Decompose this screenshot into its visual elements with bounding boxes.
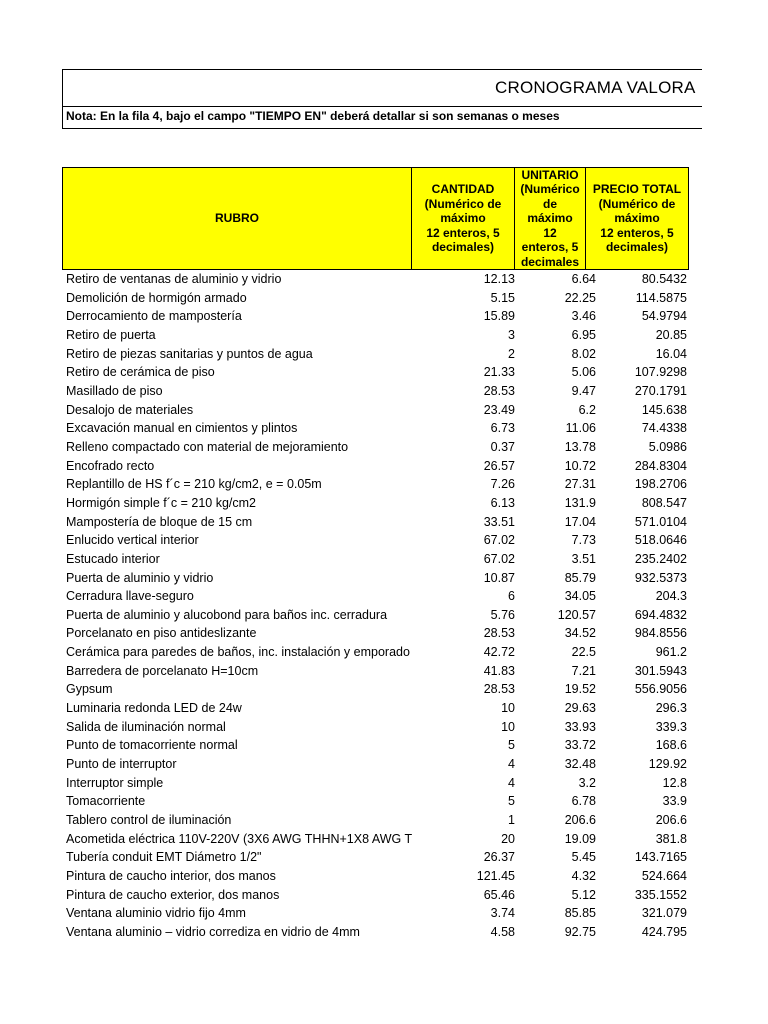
total-cell[interactable]: 198.2706 (634, 477, 687, 492)
table-row[interactable] (62, 531, 702, 550)
rubro-cell[interactable]: Ventana aluminio – vidrio corrediza en vidrio de 4mm (66, 924, 360, 939)
total-cell[interactable]: 339.3 (655, 719, 687, 734)
table-row[interactable] (62, 270, 702, 289)
cantidad-cell[interactable]: 4 (508, 757, 515, 772)
total-cell[interactable]: 20.85 (655, 327, 687, 342)
cantidad-cell[interactable]: 3.74 (490, 906, 515, 921)
rubro-cell[interactable]: Tubería conduit EMT Diámetro 1/2" (66, 850, 262, 865)
cantidad-cell[interactable]: 67.02 (483, 533, 515, 548)
cantidad-cell[interactable]: 10.87 (483, 570, 515, 585)
unitario-cell[interactable]: 120.57 (557, 607, 596, 622)
rubro-cell[interactable]: Demolición de hormigón armado (66, 290, 247, 305)
unitario-cell[interactable]: 17.04 (564, 514, 596, 529)
unitario-cell[interactable]: 22.25 (564, 290, 596, 305)
header-precio-total-line: decimales) (605, 240, 669, 255)
cantidad-cell[interactable]: 5.76 (490, 607, 515, 622)
unitario-cell[interactable]: 3.2 (578, 775, 596, 790)
rubro-cell[interactable]: Mampostería de bloque de 15 cm (66, 514, 253, 529)
cantidad-cell[interactable]: 67.02 (483, 551, 515, 566)
total-cell[interactable]: 556.9056 (634, 682, 687, 697)
unitario-cell[interactable]: 3.46 (571, 309, 596, 324)
unitario-cell[interactable]: 131.9 (564, 495, 596, 510)
table-row[interactable] (62, 830, 702, 849)
table-row[interactable] (62, 382, 702, 401)
cantidad-cell[interactable]: 6 (508, 589, 515, 604)
total-cell[interactable]: 114.5875 (635, 290, 687, 305)
header-precio-total-line: (Numérico de (598, 196, 676, 211)
total-cell[interactable]: 204.3 (655, 589, 687, 604)
rubro-cell[interactable]: Puerta de aluminio y alucobond para baños inc. cerradura (66, 607, 388, 622)
rubro-cell[interactable]: Luminaria redonda LED de 24w (66, 701, 242, 716)
unitario-cell[interactable]: 11.06 (565, 421, 596, 436)
header-rubro-label: RUBRO (215, 211, 259, 226)
table-row[interactable] (62, 774, 702, 793)
cantidad-cell[interactable]: 5 (508, 794, 515, 809)
header-unitario-line: (Numérico (520, 182, 580, 197)
cantidad-cell[interactable]: 0.37 (490, 439, 515, 454)
unitario-cell[interactable]: 8.02 (571, 346, 596, 361)
header-precio-total-line: PRECIO TOTAL (592, 182, 682, 197)
unitario-cell[interactable]: 34.52 (564, 626, 596, 641)
total-cell[interactable]: 80.5432 (641, 272, 687, 286)
table-row[interactable] (62, 587, 702, 606)
rubro-cell[interactable]: Tomacorriente (66, 794, 146, 809)
unitario-cell[interactable]: 7.21 (571, 663, 596, 678)
cantidad-cell[interactable]: 3 (508, 327, 515, 342)
table-row[interactable] (62, 550, 702, 569)
header-precio-total[interactable] (585, 167, 689, 270)
total-cell[interactable]: 12.8 (662, 775, 687, 790)
unitario-cell[interactable]: 19.52 (564, 682, 596, 697)
unitario-cell[interactable]: 5.06 (571, 365, 596, 380)
table-row[interactable] (62, 848, 702, 867)
rubro-cell[interactable]: Barredera de porcelanato H=10cm (66, 663, 259, 678)
rubro-cell[interactable]: Masillado de piso (66, 383, 163, 398)
unitario-cell[interactable]: 32.48 (564, 757, 596, 772)
cantidad-cell[interactable]: 10 (501, 719, 515, 734)
total-cell[interactable]: 301.5943 (634, 663, 687, 678)
header-unitario[interactable] (514, 167, 586, 270)
unitario-cell[interactable]: 33.72 (564, 738, 596, 753)
cantidad-cell[interactable]: 1 (508, 813, 515, 828)
data-table (62, 270, 702, 942)
total-cell[interactable]: 129.92 (648, 757, 687, 772)
unitario-cell[interactable]: 85.79 (564, 570, 596, 585)
cantidad-cell[interactable]: 28.53 (483, 682, 515, 697)
total-cell[interactable]: 381.8 (655, 831, 687, 846)
table-row[interactable] (62, 401, 702, 420)
rubro-cell[interactable]: Replantillo de HS f´c = 210 kg/cm2, e = 0.05m (66, 477, 322, 492)
title-cell[interactable] (62, 69, 702, 107)
rubro-cell[interactable]: Gypsum (66, 682, 113, 697)
unitario-cell[interactable]: 5.45 (571, 850, 596, 865)
table-row[interactable] (62, 792, 702, 811)
total-cell[interactable]: 270.1791 (634, 383, 687, 398)
rubro-cell[interactable]: Salida de iluminación normal (66, 719, 226, 734)
header-cantidad-line: máximo (440, 211, 486, 226)
rubro-cell[interactable]: Porcelanato en piso antideslizante (66, 626, 257, 641)
cantidad-cell[interactable]: 2 (508, 346, 515, 361)
rubro-cell[interactable]: Desalojo de materiales (66, 402, 194, 417)
header-unitario-line: UNITARIO (521, 167, 579, 182)
table-row[interactable] (62, 680, 702, 699)
table-row[interactable] (62, 811, 702, 830)
table-row[interactable] (62, 289, 702, 308)
total-cell[interactable]: 571.0104 (634, 514, 687, 529)
total-cell[interactable]: 74.4338 (641, 421, 687, 436)
rubro-cell[interactable]: Punto de tomacorriente normal (66, 738, 238, 753)
total-cell[interactable]: 5.0986 (648, 439, 687, 454)
unitario-cell[interactable]: 206.6 (564, 813, 596, 828)
table-row[interactable] (62, 904, 702, 923)
rubro-cell[interactable]: Hormigón simple f´c = 210 kg/cm2 (66, 495, 257, 510)
rubro-cell[interactable]: Pintura de caucho exterior, dos manos (66, 887, 280, 902)
unitario-cell[interactable]: 6.64 (571, 272, 596, 286)
header-cantidad-line: (Numérico de (424, 196, 502, 211)
rubro-cell[interactable]: Derrocamiento de mampostería (66, 309, 242, 324)
total-cell[interactable]: 168.6 (655, 738, 687, 753)
note-text: Nota: En la fila 4, bajo el campo "TIEMPO EN" deberá detallar si son semanas o meses (66, 109, 560, 123)
unitario-cell[interactable]: 19.09 (564, 831, 596, 846)
header-unitario-line: decimales (520, 254, 580, 269)
table-row[interactable] (62, 923, 702, 942)
unitario-cell[interactable]: 5.12 (571, 887, 596, 902)
total-cell[interactable]: 33.9 (662, 794, 687, 809)
total-cell[interactable]: 424.795 (641, 924, 687, 939)
total-cell[interactable]: 107.9298 (634, 365, 687, 380)
cantidad-cell[interactable]: 23.49 (483, 402, 515, 417)
total-cell[interactable]: 296.3 (655, 701, 687, 716)
total-cell[interactable]: 143.7165 (634, 850, 687, 865)
total-cell[interactable]: 16.04 (655, 346, 687, 361)
rubro-cell[interactable]: Excavación manual en cimientos y plintos (66, 421, 298, 436)
unitario-cell[interactable]: 29.63 (564, 701, 596, 716)
cantidad-cell[interactable]: 33.51 (483, 514, 515, 529)
table-row[interactable] (62, 606, 702, 625)
cantidad-cell[interactable]: 4 (508, 775, 515, 790)
total-cell[interactable]: 961.2 (655, 645, 687, 660)
unitario-cell[interactable]: 10.72 (564, 458, 596, 473)
total-cell[interactable]: 518.0646 (634, 533, 687, 548)
total-cell[interactable]: 984.8556 (634, 626, 687, 641)
rubro-cell[interactable]: Interruptor simple (66, 775, 164, 790)
rubro-cell[interactable]: Estucado interior (66, 551, 160, 566)
total-cell[interactable]: 54.9794 (641, 309, 687, 324)
cantidad-cell[interactable]: 42.72 (483, 645, 515, 660)
table-row[interactable] (62, 345, 702, 364)
unitario-cell[interactable]: 34.05 (564, 589, 596, 604)
cantidad-cell[interactable]: 26.57 (483, 458, 515, 473)
cantidad-cell[interactable]: 28.53 (483, 383, 515, 398)
cantidad-cell[interactable]: 12.13 (483, 272, 515, 286)
rubro-cell[interactable]: Punto de interruptor (66, 757, 177, 772)
table-row[interactable] (62, 755, 702, 774)
table-row[interactable] (62, 699, 702, 718)
rubro-cell[interactable]: Retiro de ventanas de aluminio y vidrio (66, 272, 282, 286)
table-row[interactable] (62, 569, 702, 588)
header-unitario-line: 12 (543, 225, 557, 240)
unitario-cell[interactable]: 33.93 (564, 719, 596, 734)
total-cell[interactable]: 206.6 (655, 813, 687, 828)
unitario-cell[interactable]: 7.73 (571, 533, 596, 548)
rubro-cell[interactable]: Enlucido vertical interior (66, 533, 199, 548)
rubro-cell[interactable]: Tablero control de iluminación (66, 813, 232, 828)
header-precio-total-line: máximo (614, 211, 660, 226)
cantidad-cell[interactable]: 6.13 (490, 495, 515, 510)
header-cantidad-line: CANTIDAD (431, 182, 495, 197)
unitario-cell[interactable]: 22.5 (571, 645, 596, 660)
rubro-cell[interactable]: Retiro de piezas sanitarias y puntos de agua (66, 346, 313, 361)
rubro-cell[interactable]: Ventana aluminio vidrio fijo 4mm (66, 906, 246, 921)
total-cell[interactable]: 235.2402 (634, 551, 687, 566)
rubro-cell[interactable]: Cerámica para paredes de baños, inc. instalación y emporado (66, 645, 410, 660)
cantidad-cell[interactable]: 7.26 (490, 477, 515, 492)
unitario-cell[interactable]: 92.75 (564, 924, 596, 939)
unitario-cell[interactable]: 27.31 (564, 477, 596, 492)
unitario-cell[interactable]: 13.78 (564, 439, 596, 454)
table-row[interactable] (62, 736, 702, 755)
unitario-cell[interactable]: 4.32 (571, 869, 596, 883)
cantidad-cell[interactable]: 5.15 (490, 290, 515, 305)
table-row[interactable] (62, 307, 702, 326)
rubro-cell[interactable]: Puerta de aluminio y vidrio (66, 570, 214, 585)
header-precio-total-line: 12 enteros, 5 (600, 225, 674, 240)
table-row[interactable] (62, 438, 702, 457)
rubro-cell[interactable]: Retiro de puerta (66, 327, 156, 342)
table-row[interactable] (62, 457, 702, 476)
cantidad-cell[interactable]: 10 (501, 701, 515, 716)
rubro-cell[interactable]: Pintura de caucho interior, dos manos (66, 869, 276, 883)
cantidad-cell[interactable]: 26.37 (483, 850, 515, 865)
cantidad-cell[interactable]: 15.89 (483, 309, 515, 324)
table-row[interactable] (62, 624, 702, 643)
cantidad-cell[interactable]: 5 (508, 738, 515, 753)
unitario-cell[interactable]: 85.85 (564, 906, 596, 921)
total-cell[interactable]: 808.547 (641, 495, 687, 510)
page-title: CRONOGRAMA VALORA (495, 78, 696, 97)
total-cell[interactable]: 284.8304 (634, 458, 687, 473)
cantidad-cell[interactable]: 41.83 (483, 663, 515, 678)
table-row[interactable] (62, 494, 702, 513)
unitario-cell[interactable]: 9.47 (571, 383, 596, 398)
total-cell[interactable]: 145.638 (641, 402, 687, 417)
rubro-cell[interactable]: Cerradura llave-seguro (66, 589, 194, 604)
total-cell[interactable]: 932.5373 (634, 570, 687, 585)
header-rubro[interactable] (62, 167, 412, 270)
header-unitario-line: de (542, 196, 557, 211)
rubro-cell[interactable]: Encofrado recto (66, 458, 155, 473)
header-cantidad[interactable] (411, 167, 515, 270)
total-cell[interactable]: 524.664 (641, 869, 687, 883)
rubro-cell[interactable]: Retiro de cerámica de piso (66, 365, 215, 380)
note-cell[interactable] (62, 107, 702, 129)
table-row[interactable] (62, 643, 702, 662)
cantidad-cell[interactable]: 121.45 (476, 869, 515, 883)
header-unitario-line: máximo (527, 211, 573, 226)
unitario-cell[interactable]: 3.51 (571, 551, 596, 566)
table-row[interactable] (62, 718, 702, 737)
table-row[interactable] (62, 662, 702, 681)
cantidad-cell[interactable]: 65.46 (483, 887, 515, 902)
total-cell[interactable]: 321.079 (641, 906, 687, 921)
cantidad-cell[interactable]: 4.58 (490, 924, 515, 939)
cantidad-cell[interactable]: 28.53 (483, 626, 515, 641)
cantidad-cell[interactable]: 6.73 (490, 421, 515, 436)
unitario-cell[interactable]: 6.95 (571, 327, 596, 342)
header-cantidad-line: decimales) (431, 240, 495, 255)
cantidad-cell[interactable]: 20 (501, 831, 515, 846)
total-cell[interactable]: 335.1552 (634, 887, 687, 902)
table-row[interactable] (62, 326, 702, 345)
header-cantidad-line: 12 enteros, 5 (426, 225, 500, 240)
total-cell[interactable]: 694.4832 (634, 607, 687, 622)
table-row[interactable] (62, 419, 702, 438)
cantidad-cell[interactable]: 21.33 (483, 365, 515, 380)
header-unitario-line: enteros, 5 (521, 240, 579, 255)
table-row[interactable] (62, 475, 702, 494)
table-row[interactable] (62, 867, 702, 886)
rubro-cell[interactable]: Acometida eléctrica 110V-220V (3X6 AWG THHN+1X8 AWG T (66, 831, 412, 846)
unitario-cell[interactable]: 6.2 (578, 402, 596, 417)
table-row[interactable] (62, 886, 702, 905)
table-row[interactable] (62, 513, 702, 532)
rubro-cell[interactable]: Relleno compactado con material de mejoramiento (66, 439, 349, 454)
table-row[interactable] (62, 363, 702, 382)
unitario-cell[interactable]: 6.78 (571, 794, 596, 809)
